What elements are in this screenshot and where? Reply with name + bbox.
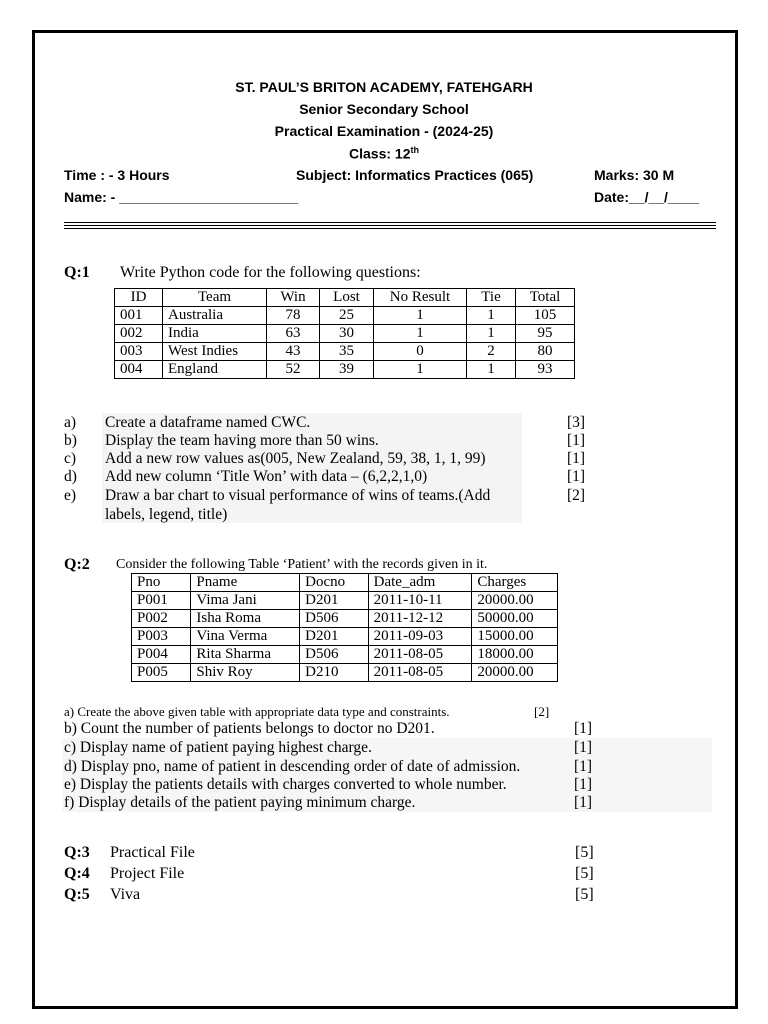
q2-item-c-text: c) Display name of patient paying highest charge.	[64, 739, 372, 756]
q1-item-c-mark: [1]	[567, 450, 586, 467]
q3-text: Practical File	[110, 844, 195, 861]
q3-label: Q:3	[64, 844, 90, 861]
q2-item-e-text: e) Display the patients details with charges converted to whole number.	[64, 776, 507, 793]
table-cell: 004	[115, 361, 163, 379]
q1-item-e-letter: e)	[64, 487, 77, 504]
table-cell: England	[163, 361, 267, 379]
exam-title: Practical Examination - (2024-25)	[274, 123, 494, 139]
table-cell: 63	[267, 325, 320, 343]
table-row	[115, 361, 575, 379]
table-cell: 20000.00	[472, 664, 558, 682]
q4-mark: [5]	[575, 865, 594, 882]
table-cell: 2011-10-11	[368, 592, 472, 610]
team-col-total: Total	[516, 289, 575, 307]
table-cell: 80	[516, 343, 575, 361]
q1-item-a-text: Create a dataframe named CWC.	[105, 414, 311, 431]
table-cell: 1	[374, 325, 467, 343]
table-cell: 2011-09-03	[368, 628, 472, 646]
table-cell: 2	[467, 343, 516, 361]
table-cell: 1	[467, 307, 516, 325]
team-col-tie: Tie	[467, 289, 516, 307]
table-cell: 18000.00	[472, 646, 558, 664]
table-cell: P003	[132, 628, 191, 646]
table-cell: 1	[467, 325, 516, 343]
table-row	[132, 646, 558, 664]
q2-item-d-text: d) Display pno, name of patient in descending order of date of admission.	[64, 758, 521, 775]
table-cell: 35	[320, 343, 374, 361]
table-cell: West Indies	[163, 343, 267, 361]
q2-item-a-text: a) Create the above given table with appropriate data type and constraints.	[64, 704, 450, 719]
table-cell: 95	[516, 325, 575, 343]
table-cell: P001	[132, 592, 191, 610]
table-cell: D201	[300, 592, 368, 610]
table-cell: 105	[516, 307, 575, 325]
table-cell: 0	[374, 343, 467, 361]
time-label: Time : - 3 Hours	[64, 167, 170, 183]
q2-item-e-mark: [1]	[574, 776, 593, 793]
team-col-id: ID	[115, 289, 163, 307]
team-col-team: Team	[163, 289, 267, 307]
q1-label: Q:1	[64, 264, 90, 281]
q2-item-b-mark: [1]	[574, 720, 593, 737]
table-row	[132, 664, 558, 682]
patient-col-pno: Pno	[132, 574, 191, 592]
q5-mark: [5]	[575, 886, 594, 903]
table-cell: 50000.00	[472, 610, 558, 628]
q2-text: Consider the following Table ‘Patient’ with the records given in it.	[116, 557, 488, 572]
table-cell: 78	[267, 307, 320, 325]
team-col-noresult: No Result	[374, 289, 467, 307]
table-cell: 1	[467, 361, 516, 379]
table-cell: D201	[300, 628, 368, 646]
patient-table	[131, 573, 558, 682]
table-cell: 001	[115, 307, 163, 325]
q2-item-a-mark: [2]	[534, 704, 550, 719]
patient-table-header-row	[132, 574, 558, 592]
header-rule-3	[64, 228, 716, 229]
table-cell: 002	[115, 325, 163, 343]
table-cell: 25	[320, 307, 374, 325]
table-row	[115, 307, 575, 325]
q2-item-d-mark: [1]	[574, 758, 593, 775]
patient-col-charges: Charges	[472, 574, 558, 592]
q2-item-b-text: b) Count the number of patients belongs to doctor no D201.	[64, 720, 435, 737]
table-cell: 30	[320, 325, 374, 343]
class-suffix: th	[410, 145, 419, 155]
team-col-lost: Lost	[320, 289, 374, 307]
q1-item-c-letter: c)	[64, 450, 77, 467]
table-cell: D506	[300, 610, 368, 628]
q2-item-f-text: f) Display details of the patient paying minimum charge.	[64, 794, 416, 811]
table-cell: P002	[132, 610, 191, 628]
table-cell: 93	[516, 361, 575, 379]
q4-label: Q:4	[64, 865, 90, 882]
class-line	[0, 145, 768, 162]
header-rule-1	[64, 222, 716, 223]
table-cell: 43	[267, 343, 320, 361]
table-cell: Vima Jani	[191, 592, 300, 610]
q1-item-b-letter: b)	[64, 432, 77, 449]
q2-item-f-mark: [1]	[574, 794, 593, 811]
q1-item-d-letter: d)	[64, 468, 77, 485]
table-cell: 2011-12-12	[368, 610, 472, 628]
q1-item-b-text: Display the team having more than 50 wins.	[105, 432, 379, 449]
table-cell: 15000.00	[472, 628, 558, 646]
table-cell: Rita Sharma	[191, 646, 300, 664]
table-cell: 2011-08-05	[368, 664, 472, 682]
q1-item-e-mark: [2]	[567, 487, 586, 504]
q5-label: Q:5	[64, 886, 90, 903]
table-row	[132, 628, 558, 646]
header-rule-2	[64, 225, 716, 226]
team-table	[114, 288, 575, 379]
school-level: Senior Secondary School	[299, 101, 469, 117]
name-field: Name: - _______________________	[64, 189, 299, 205]
table-cell: 1	[374, 361, 467, 379]
q1-item-b-mark: [1]	[567, 432, 586, 449]
table-row	[115, 325, 575, 343]
q4-text: Project File	[110, 865, 185, 882]
q1-item-e-text-cont: labels, legend, title)	[105, 506, 228, 523]
q2-item-c-mark: [1]	[574, 739, 593, 756]
table-cell: India	[163, 325, 267, 343]
table-row	[132, 610, 558, 628]
table-cell: 003	[115, 343, 163, 361]
q1-item-a-letter: a)	[64, 414, 77, 431]
q5-text: Viva	[110, 886, 141, 903]
marks-label: Marks: 30 M	[594, 167, 675, 183]
table-cell: D210	[300, 664, 368, 682]
table-cell: Isha Roma	[191, 610, 300, 628]
table-cell: Shiv Roy	[191, 664, 300, 682]
patient-col-docno: Docno	[300, 574, 368, 592]
table-cell: D506	[300, 646, 368, 664]
q1-item-d-mark: [1]	[567, 468, 586, 485]
class-label: Class: 12	[349, 145, 411, 162]
patient-col-date: Date_adm	[368, 574, 472, 592]
q2-label: Q:2	[64, 556, 90, 573]
table-cell: 39	[320, 361, 374, 379]
table-cell: 20000.00	[472, 592, 558, 610]
team-table-header-row	[115, 289, 575, 307]
table-cell: 1	[374, 307, 467, 325]
table-row	[115, 343, 575, 361]
table-row	[132, 592, 558, 610]
q1-item-c-text: Add a new row values as(005, New Zealand, 59, 38, 1, 1, 99)	[105, 450, 486, 467]
q1-item-e-text: Draw a bar chart to visual performance of wins of teams.(Add	[105, 487, 491, 504]
table-cell: Australia	[163, 307, 267, 325]
date-field: Date:__/__/____	[594, 189, 700, 205]
table-cell: 2011-08-05	[368, 646, 472, 664]
patient-col-pname: Pname	[191, 574, 300, 592]
subject-label: Subject: Informatics Practices (065)	[296, 167, 534, 183]
table-cell: P004	[132, 646, 191, 664]
q1-item-a-mark: [3]	[567, 414, 586, 431]
q1-item-d-text: Add new column ‘Title Won’ with data – (6,2,2,1,0)	[105, 468, 428, 485]
table-cell: P005	[132, 664, 191, 682]
school-name: ST. PAUL’S BRITON ACADEMY, FATEHGARH	[235, 79, 533, 95]
table-cell: Vina Verma	[191, 628, 300, 646]
q1-text: Write Python code for the following questions:	[120, 264, 421, 281]
table-cell: 52	[267, 361, 320, 379]
q3-mark: [5]	[575, 844, 594, 861]
team-col-win: Win	[267, 289, 320, 307]
